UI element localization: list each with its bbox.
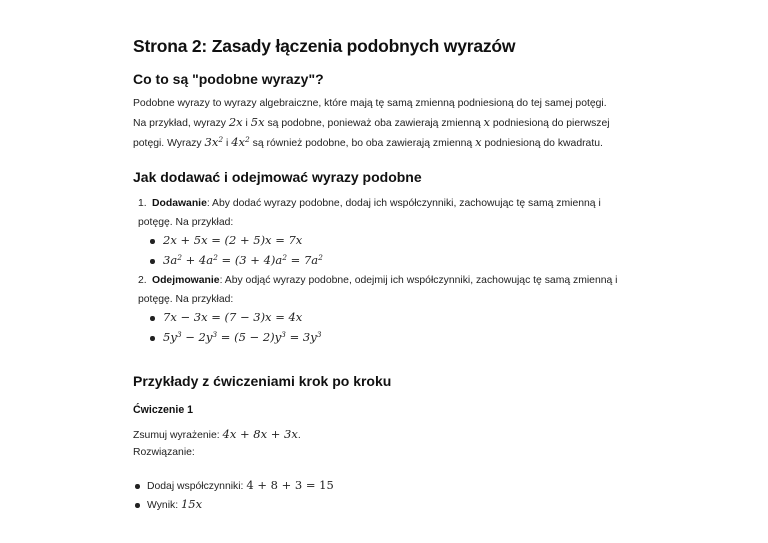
math-term: 5x (250, 115, 265, 129)
text: . (297, 430, 301, 441)
paragraph-line (133, 133, 603, 153)
text: są również podobne, bo oba zawierają zmienną (249, 138, 476, 149)
math-example: $5y^3 - 2y^3 = (5 - 2)y^3 = 3y^3$ (163, 330, 322, 344)
paragraph-line: potęgę. Na przykład: (138, 294, 234, 305)
list-number: 1. (138, 198, 147, 209)
math-example: $3a^2 + 4a^2 = (3 + 4)a^2 = 7a^2$ (163, 253, 323, 267)
math-expression: 4x + 8x + 3x (222, 427, 298, 441)
text: są podobne, ponieważ oba zawierają zmienną (264, 118, 484, 129)
text: i (223, 138, 232, 149)
text: Na przykład, wyrazy (133, 118, 229, 129)
solution-label: Rozwiązanie: (133, 447, 195, 458)
bold-term: Dodawanie (152, 198, 207, 209)
paragraph-line: Podobne wyrazy to wyrazy algebraiczne, które mają tę samą zmienną podniesioną do tej samej potęgi. (133, 98, 607, 109)
paragraph-line: potęgę. Na przykład: (138, 217, 234, 228)
solution-step: Dodaj współczynniki: 4 + 8 + 3 = 15 (147, 478, 334, 492)
list-number: 2. (138, 275, 147, 286)
ordered-item-subtraction (138, 271, 618, 290)
page-title: Strona 2: Zasady łączenia podobnych wyrazów (133, 36, 516, 56)
bullet (135, 484, 140, 489)
bullet (150, 316, 155, 321)
section-heading-add-subtract: Jak dodawać i odejmować wyrazy podobne (133, 169, 422, 185)
math-var: x (475, 135, 482, 149)
ordered-item-addition (138, 194, 601, 213)
bullet (135, 503, 140, 508)
math-term: $3x^2$ (204, 135, 224, 149)
math-example: 2x + 5x = (2 + 5)x = 7x (163, 233, 303, 247)
exercise-title: Ćwiczenie 1 (133, 404, 194, 416)
text: potęgi. Wyrazy (133, 138, 205, 149)
math-var: x (483, 115, 491, 129)
section-heading-examples: Przykłady z ćwiczeniami krok po kroku (133, 373, 392, 389)
bullet (150, 336, 155, 341)
text: : Aby dodać wyrazy podobne, dodaj ich współczynniki, zachowując tę samą zmienną i (206, 198, 601, 209)
solution-step: Wynik: 15x (147, 497, 203, 511)
math-term: 2x (228, 115, 243, 129)
task-line (133, 425, 301, 445)
bullet (150, 259, 155, 264)
section-heading-like-terms: Co to są "podobne wyrazy"? (133, 71, 324, 87)
bold-term: Odejmowanie (152, 275, 220, 286)
paragraph-line (133, 113, 610, 133)
text: Zsumuj wyrażenie: (133, 430, 223, 441)
text: i (242, 118, 251, 129)
math-term: $4x^2$ (231, 135, 250, 149)
text: podniesioną do kwadratu. (481, 138, 603, 149)
text: : Aby odjąć wyrazy podobne, odejmij ich współczynniki, zachowując tę samą zmienną i (219, 275, 618, 286)
text: podniesioną do pierwszej (490, 118, 610, 129)
bullet (150, 239, 155, 244)
math-example: 7x − 3x = (7 − 3)x = 4x (163, 310, 303, 324)
